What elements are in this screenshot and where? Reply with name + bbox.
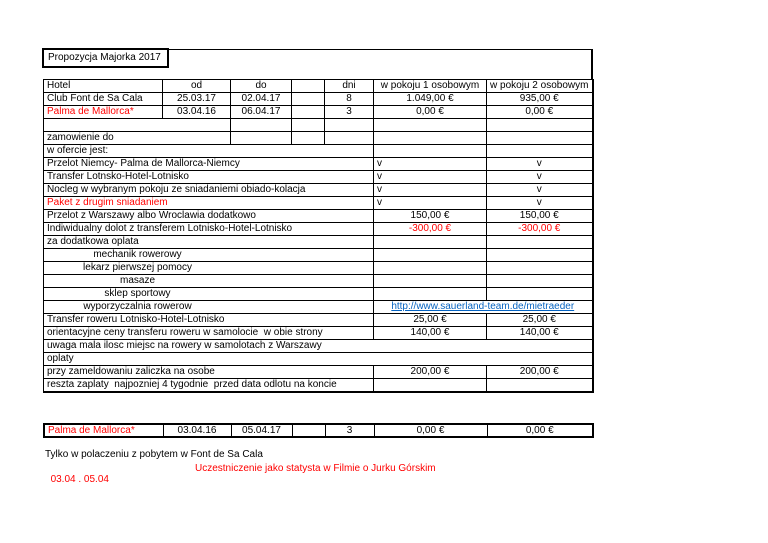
header-hotel: Hotel: [44, 80, 163, 93]
price-room1: 1.049,00 €: [374, 93, 487, 106]
check-mark: v: [487, 171, 593, 184]
empty-cell: [374, 379, 487, 393]
check-mark: v: [487, 158, 593, 171]
empty-cell: [487, 275, 593, 288]
row-sklep: [44, 288, 593, 301]
item-label: Przelot z Warszawy albo Wroclawia dodatkowo: [44, 210, 374, 223]
check-mark: v: [374, 197, 487, 210]
row-przelot-warszawa: [44, 210, 593, 223]
item-label: [44, 249, 374, 262]
row-nocleg: [44, 184, 593, 197]
empty-cell: [374, 145, 487, 158]
row-club-font: [44, 93, 593, 106]
empty-cell: [374, 132, 487, 145]
empty-cell: [487, 236, 593, 249]
note-film-text: Uczestniczenie jako statysta w Filmie o Jurku Górskim: [195, 463, 436, 474]
bike-rental-link[interactable]: http://www.sauerland-team.de/mietraeder: [391, 301, 575, 312]
item-label-text: mechanik rowerowy: [93, 249, 182, 260]
row-oplata-header: [44, 236, 593, 249]
row-zamowienie: [44, 132, 593, 145]
price-room2: 25,00 €: [487, 314, 593, 327]
item-label: Paket z drugim sniadaniem: [44, 197, 374, 210]
item-label-text: lekarz pierwszej pomocy: [83, 262, 192, 273]
section-label: za dodatkowa oplata: [44, 236, 374, 249]
empty-cell: [374, 119, 487, 132]
item-label: [44, 301, 374, 314]
bike-rental-link-cell: [374, 301, 593, 314]
note-film-dates: 03.04 . 05.04: [50, 474, 109, 485]
price-room1: 0,00 €: [374, 106, 487, 119]
row-indiwidualny: [44, 223, 593, 236]
empty-cell: [487, 132, 593, 145]
empty-cell: [44, 119, 231, 132]
price-room2: 0,00 €: [487, 424, 593, 437]
item-label: [44, 262, 374, 275]
header-room1: w pokoju 1 osobowym: [374, 80, 487, 93]
empty-cell: [487, 379, 593, 393]
item-label: Transfer Lotnsko-Hotel-Lotnisko: [44, 171, 374, 184]
empty-cell: [231, 132, 292, 145]
empty-cell: [231, 119, 292, 132]
check-mark: v: [487, 184, 593, 197]
date-to: 02.04.17: [231, 93, 292, 106]
row-transfer: [44, 171, 593, 184]
item-label-text: sklep sportowy: [104, 288, 171, 299]
row-reszta: [44, 379, 593, 393]
row-offer-header: [44, 145, 593, 158]
section-label: oplaty: [44, 353, 593, 366]
header-do: do: [231, 80, 292, 93]
header-dni: dni: [325, 80, 374, 93]
price-room2: 0,00 €: [487, 106, 593, 119]
price-room1: 140,00 €: [374, 327, 487, 340]
item-label: reszta zaplaty najpozniej 4 tygodnie przed data odlotu na koncie: [44, 379, 374, 393]
empty-cell: [487, 249, 593, 262]
row-palma: [44, 106, 593, 119]
palma-summary-table: [43, 423, 594, 438]
empty-cell: [374, 275, 487, 288]
empty-cell: [374, 288, 487, 301]
item-label: Nocleg w wybranym pokoju ze sniadaniemi obiado-kolacja: [44, 184, 374, 197]
header-room2: w pokoju 2 osobowym: [487, 80, 593, 93]
item-label: [44, 288, 374, 301]
price-room1: 0,00 €: [374, 424, 487, 437]
proposal-title-box: Propozycja Majorka 2017: [42, 48, 169, 68]
row-masaze: [44, 275, 593, 288]
item-label-text: masaze: [119, 275, 155, 286]
empty-cell: [487, 119, 593, 132]
empty-cell: [487, 145, 593, 158]
spacer-cell: [292, 93, 325, 106]
full-width-note: uwaga mala ilosc miejsc na rowery w samolotach z Warszawy: [44, 340, 593, 353]
row-palma-footer: [44, 424, 593, 437]
empty-cell: [374, 262, 487, 275]
price-room2: 935,00 €: [487, 93, 593, 106]
empty-cell: [325, 119, 374, 132]
price-room2: 140,00 €: [487, 327, 593, 340]
check-mark: v: [374, 158, 487, 171]
empty-cell: [325, 132, 374, 145]
spacer-cell: [292, 106, 325, 119]
section-label: w ofercie jest:: [44, 145, 374, 158]
item-label: Indiwidualny dolot z transferem Lotnisko-Hotel-Lotnisko: [44, 223, 374, 236]
price-room1: 25,00 €: [374, 314, 487, 327]
price-room1: 200,00 €: [374, 366, 487, 379]
hotel-name: Club Font de Sa Cala: [44, 93, 163, 106]
note-combination: Tylko w polaczeniu z pobytem w Font de Sa Cala: [45, 449, 263, 460]
row-flight: [44, 158, 593, 171]
days-count: 8: [325, 93, 374, 106]
row-zaliczka: [44, 366, 593, 379]
date-from: 03.04.16: [163, 424, 231, 437]
item-label: orientacyjne ceny transferu roweru w samolocie w obie strony: [44, 327, 374, 340]
item-label: [44, 275, 374, 288]
row-oplaty: [44, 353, 593, 366]
row-uwaga: [44, 340, 593, 353]
hotel-name: Palma de Mallorca*: [44, 106, 163, 119]
empty-cell: [374, 249, 487, 262]
price-room2: -300,00 €: [487, 223, 593, 236]
note-film: [45, 463, 436, 496]
price-room1: -300,00 €: [374, 223, 487, 236]
empty-cell: [374, 236, 487, 249]
row-orientacyjne: [44, 327, 593, 340]
row-transfer-roweru: [44, 314, 593, 327]
date-from: 03.04.16: [163, 106, 231, 119]
offer-table: [43, 79, 594, 393]
empty-cell: [487, 288, 593, 301]
price-room2: 200,00 €: [487, 366, 593, 379]
header-od: od: [163, 80, 231, 93]
row-mechanik: [44, 249, 593, 262]
item-label-text: wyporzyczalnia rowerow: [83, 301, 192, 312]
price-room2: 150,00 €: [487, 210, 593, 223]
days-count: 3: [325, 424, 374, 437]
empty-cell: [292, 132, 325, 145]
empty-cell: [487, 262, 593, 275]
date-to: 05.04.17: [231, 424, 292, 437]
price-room1: 150,00 €: [374, 210, 487, 223]
item-label: przy zameldowaniu zaliczka na osobe: [44, 366, 374, 379]
hotel-name: Palma de Mallorca*: [44, 424, 163, 437]
row-lekarz: [44, 262, 593, 275]
check-mark: v: [487, 197, 593, 210]
empty-cell: [292, 119, 325, 132]
table-header-row: [44, 80, 593, 93]
row-wyporzyczalnia: [44, 301, 593, 314]
zamowienie-label: zamowienie do: [44, 132, 231, 145]
days-count: 3: [325, 106, 374, 119]
item-label: Przelot Niemcy- Palma de Mallorca-Niemcy: [44, 158, 374, 171]
row-empty: [44, 119, 593, 132]
date-to: 06.04.17: [231, 106, 292, 119]
item-label: Transfer roweru Lotnisko-Hotel-Lotnisko: [44, 314, 374, 327]
row-paket: [44, 197, 593, 210]
header-spacer: [292, 80, 325, 93]
check-mark: v: [374, 171, 487, 184]
check-mark: v: [374, 184, 487, 197]
spacer-cell: [292, 424, 325, 437]
date-from: 25.03.17: [163, 93, 231, 106]
